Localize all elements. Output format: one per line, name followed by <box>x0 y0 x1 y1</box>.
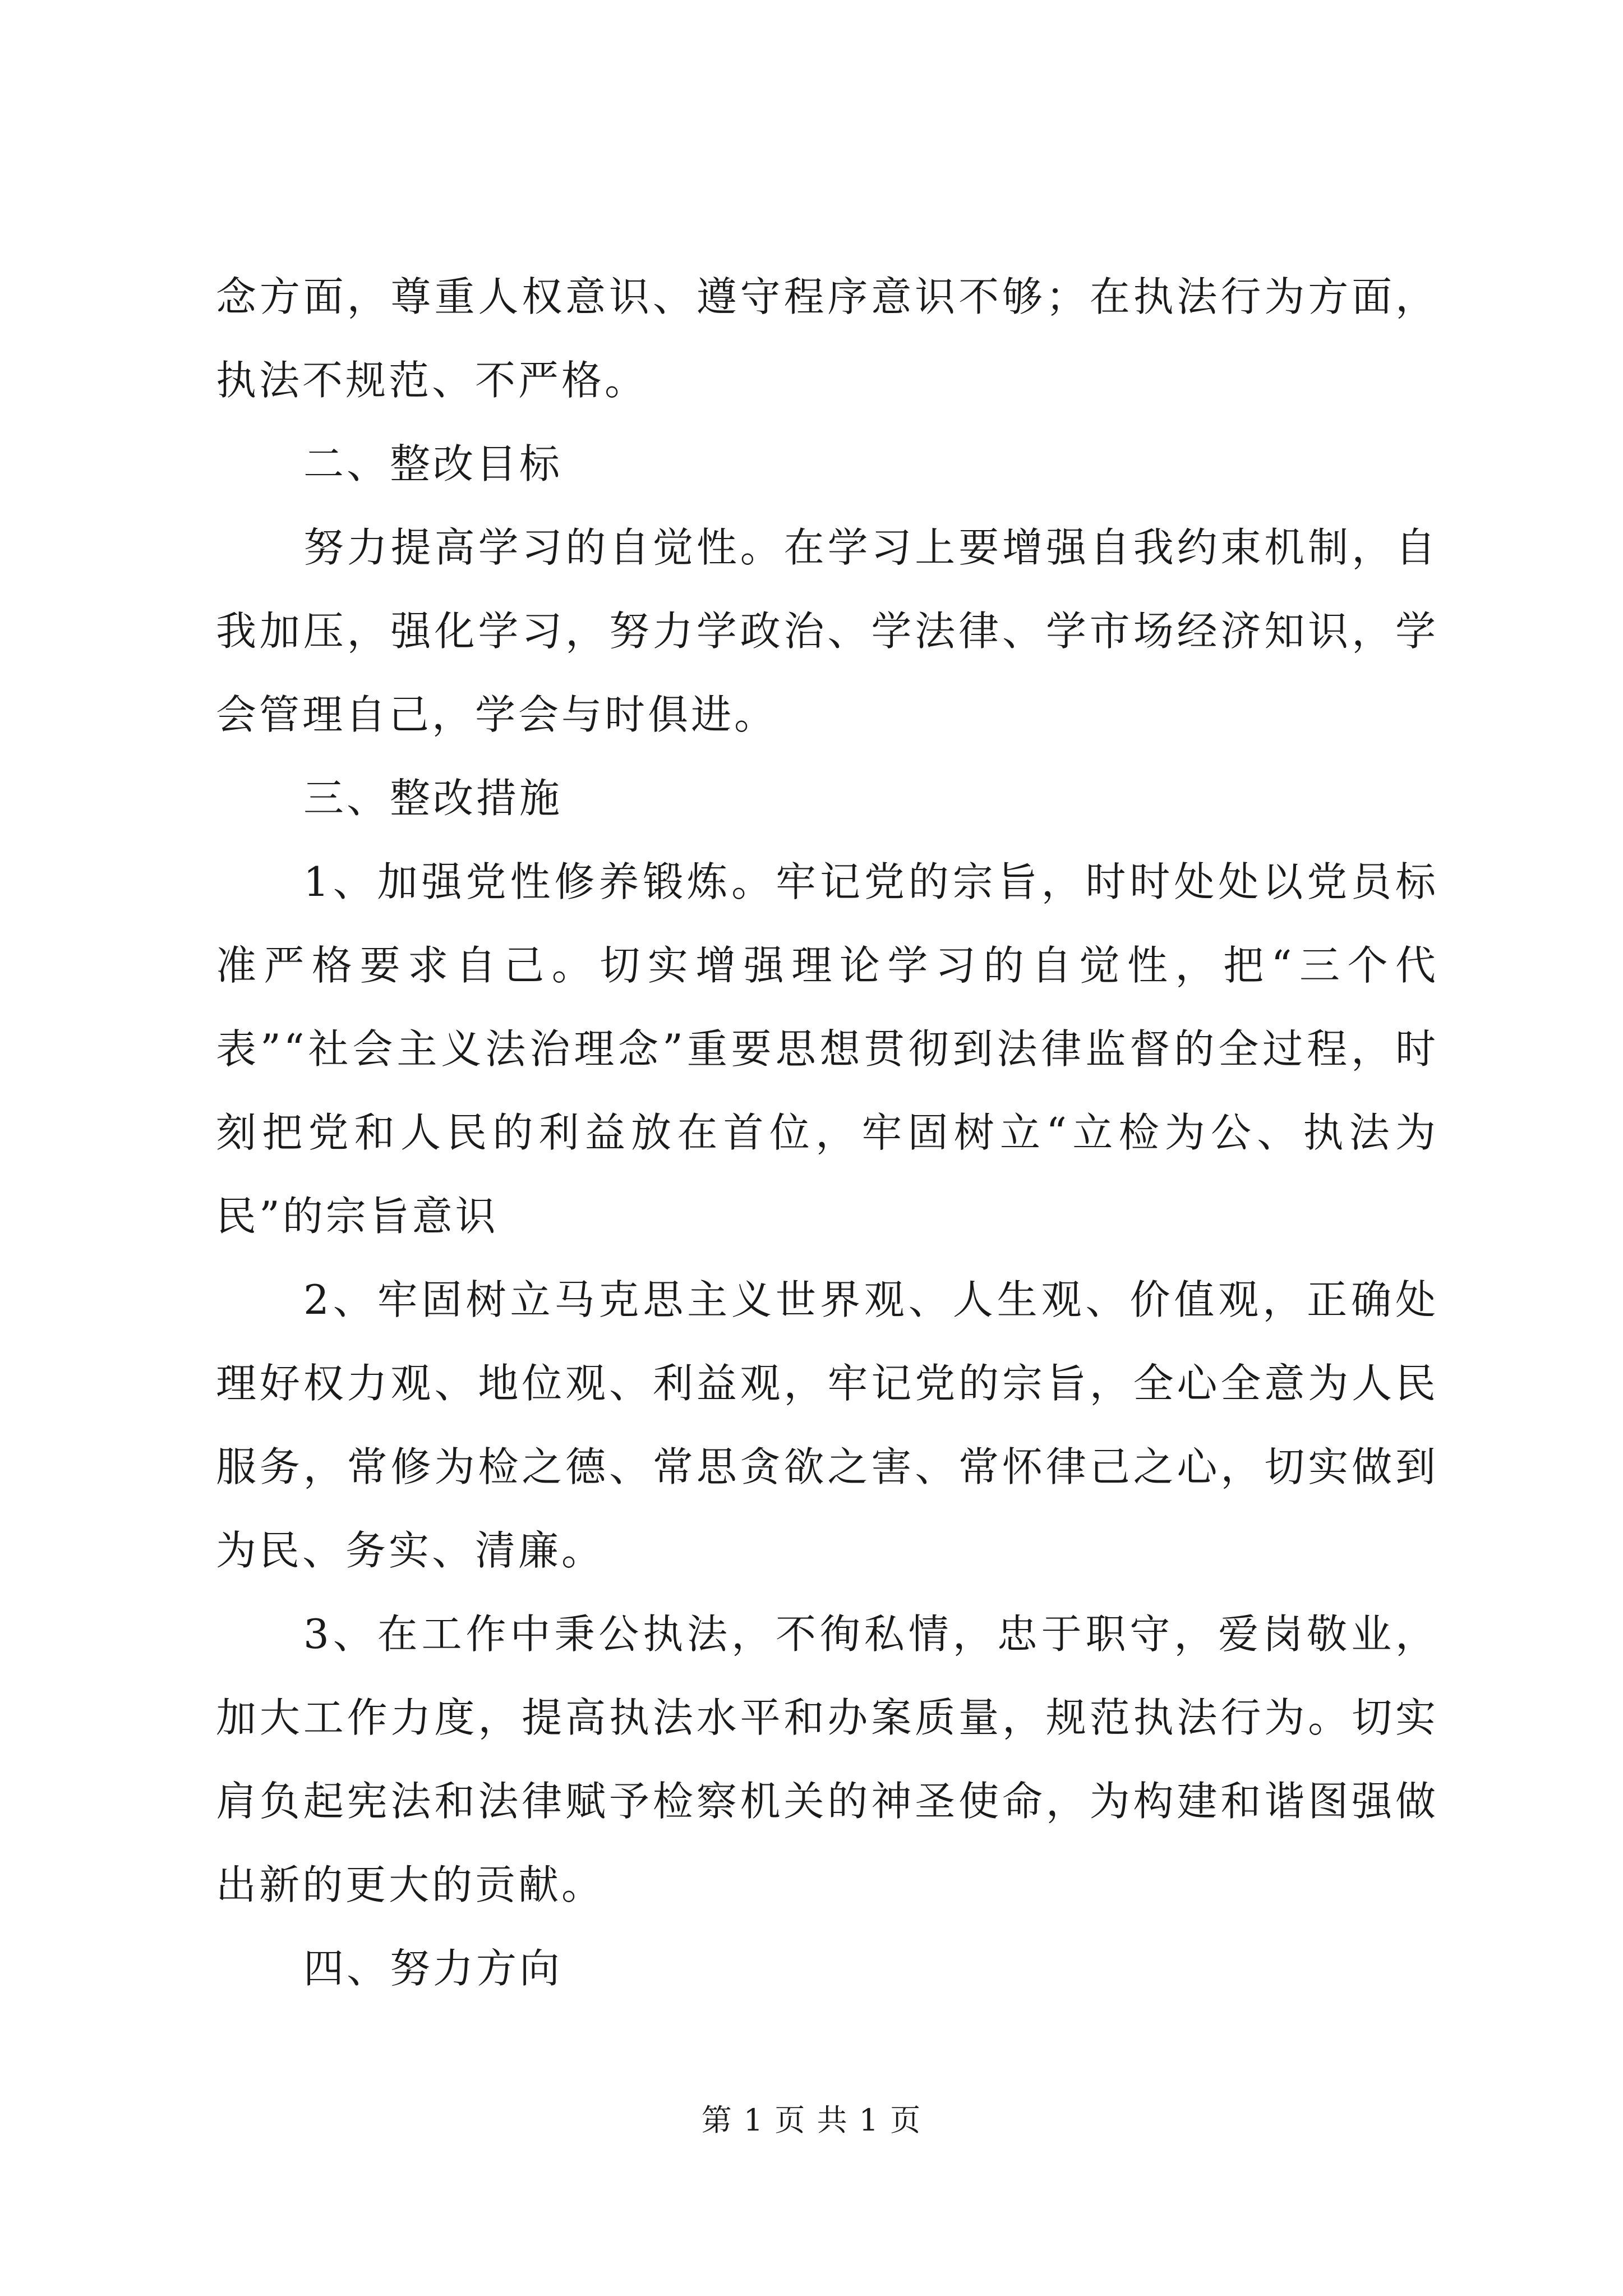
section-heading-rectification-measures: 三、整改措施 <box>303 775 563 822</box>
paragraph-measure-1: 1、加强党性修养锻炼。牢记党的宗旨，时时处处以党员标准严格要求自己。切实增强理论学习的自觉性，把“三个代表”“社会主义法治理念”重要思想贯彻到法律监督的全过程，时刻把党和人民的利益放在首位，牢固树立“立检为公、执法为民”的宗旨意识 <box>216 858 1438 1240</box>
section-heading-direction: 四、努力方向 <box>303 1945 563 1992</box>
paragraph-measure-2: 2、牢固树立马克思主义世界观、人生观、价值观，正确处理好权力观、地位观、利益观，牢记党的宗旨，全心全意为人民服务，常修为检之德、常思贪欲之害、常怀律己之心，切实做到为民、务实、清廉。 <box>216 1276 1438 1574</box>
paragraph-goals: 努力提高学习的自觉性。在学习上要增强自我约束机制，自我加压，强化学习，努力学政治、学法律、学市场经济知识，学会管理自己，学会与时俱进。 <box>216 524 1438 738</box>
paragraph-measure-3: 3、在工作中秉公执法，不徇私情，忠于职守，爱岗敬业，加大工作力度，提高执法水平和办案质量，规范执法行为。切实肩负起宪法和法律赋予检察机关的神圣使命，为构建和谐图强做出新的更大的贡献。 <box>216 1611 1438 1908</box>
page-number-footer: 第 1 页 共 1 页 <box>701 2102 922 2138</box>
section-heading-rectification-goals: 二、整改目标 <box>303 440 563 487</box>
paragraph-continuation: 念方面，尊重人权意识、遵守程序意识不够；在执法行为方面，执法不规范、不严格。 <box>216 273 1438 404</box>
document-body <box>216 255 1438 2010</box>
